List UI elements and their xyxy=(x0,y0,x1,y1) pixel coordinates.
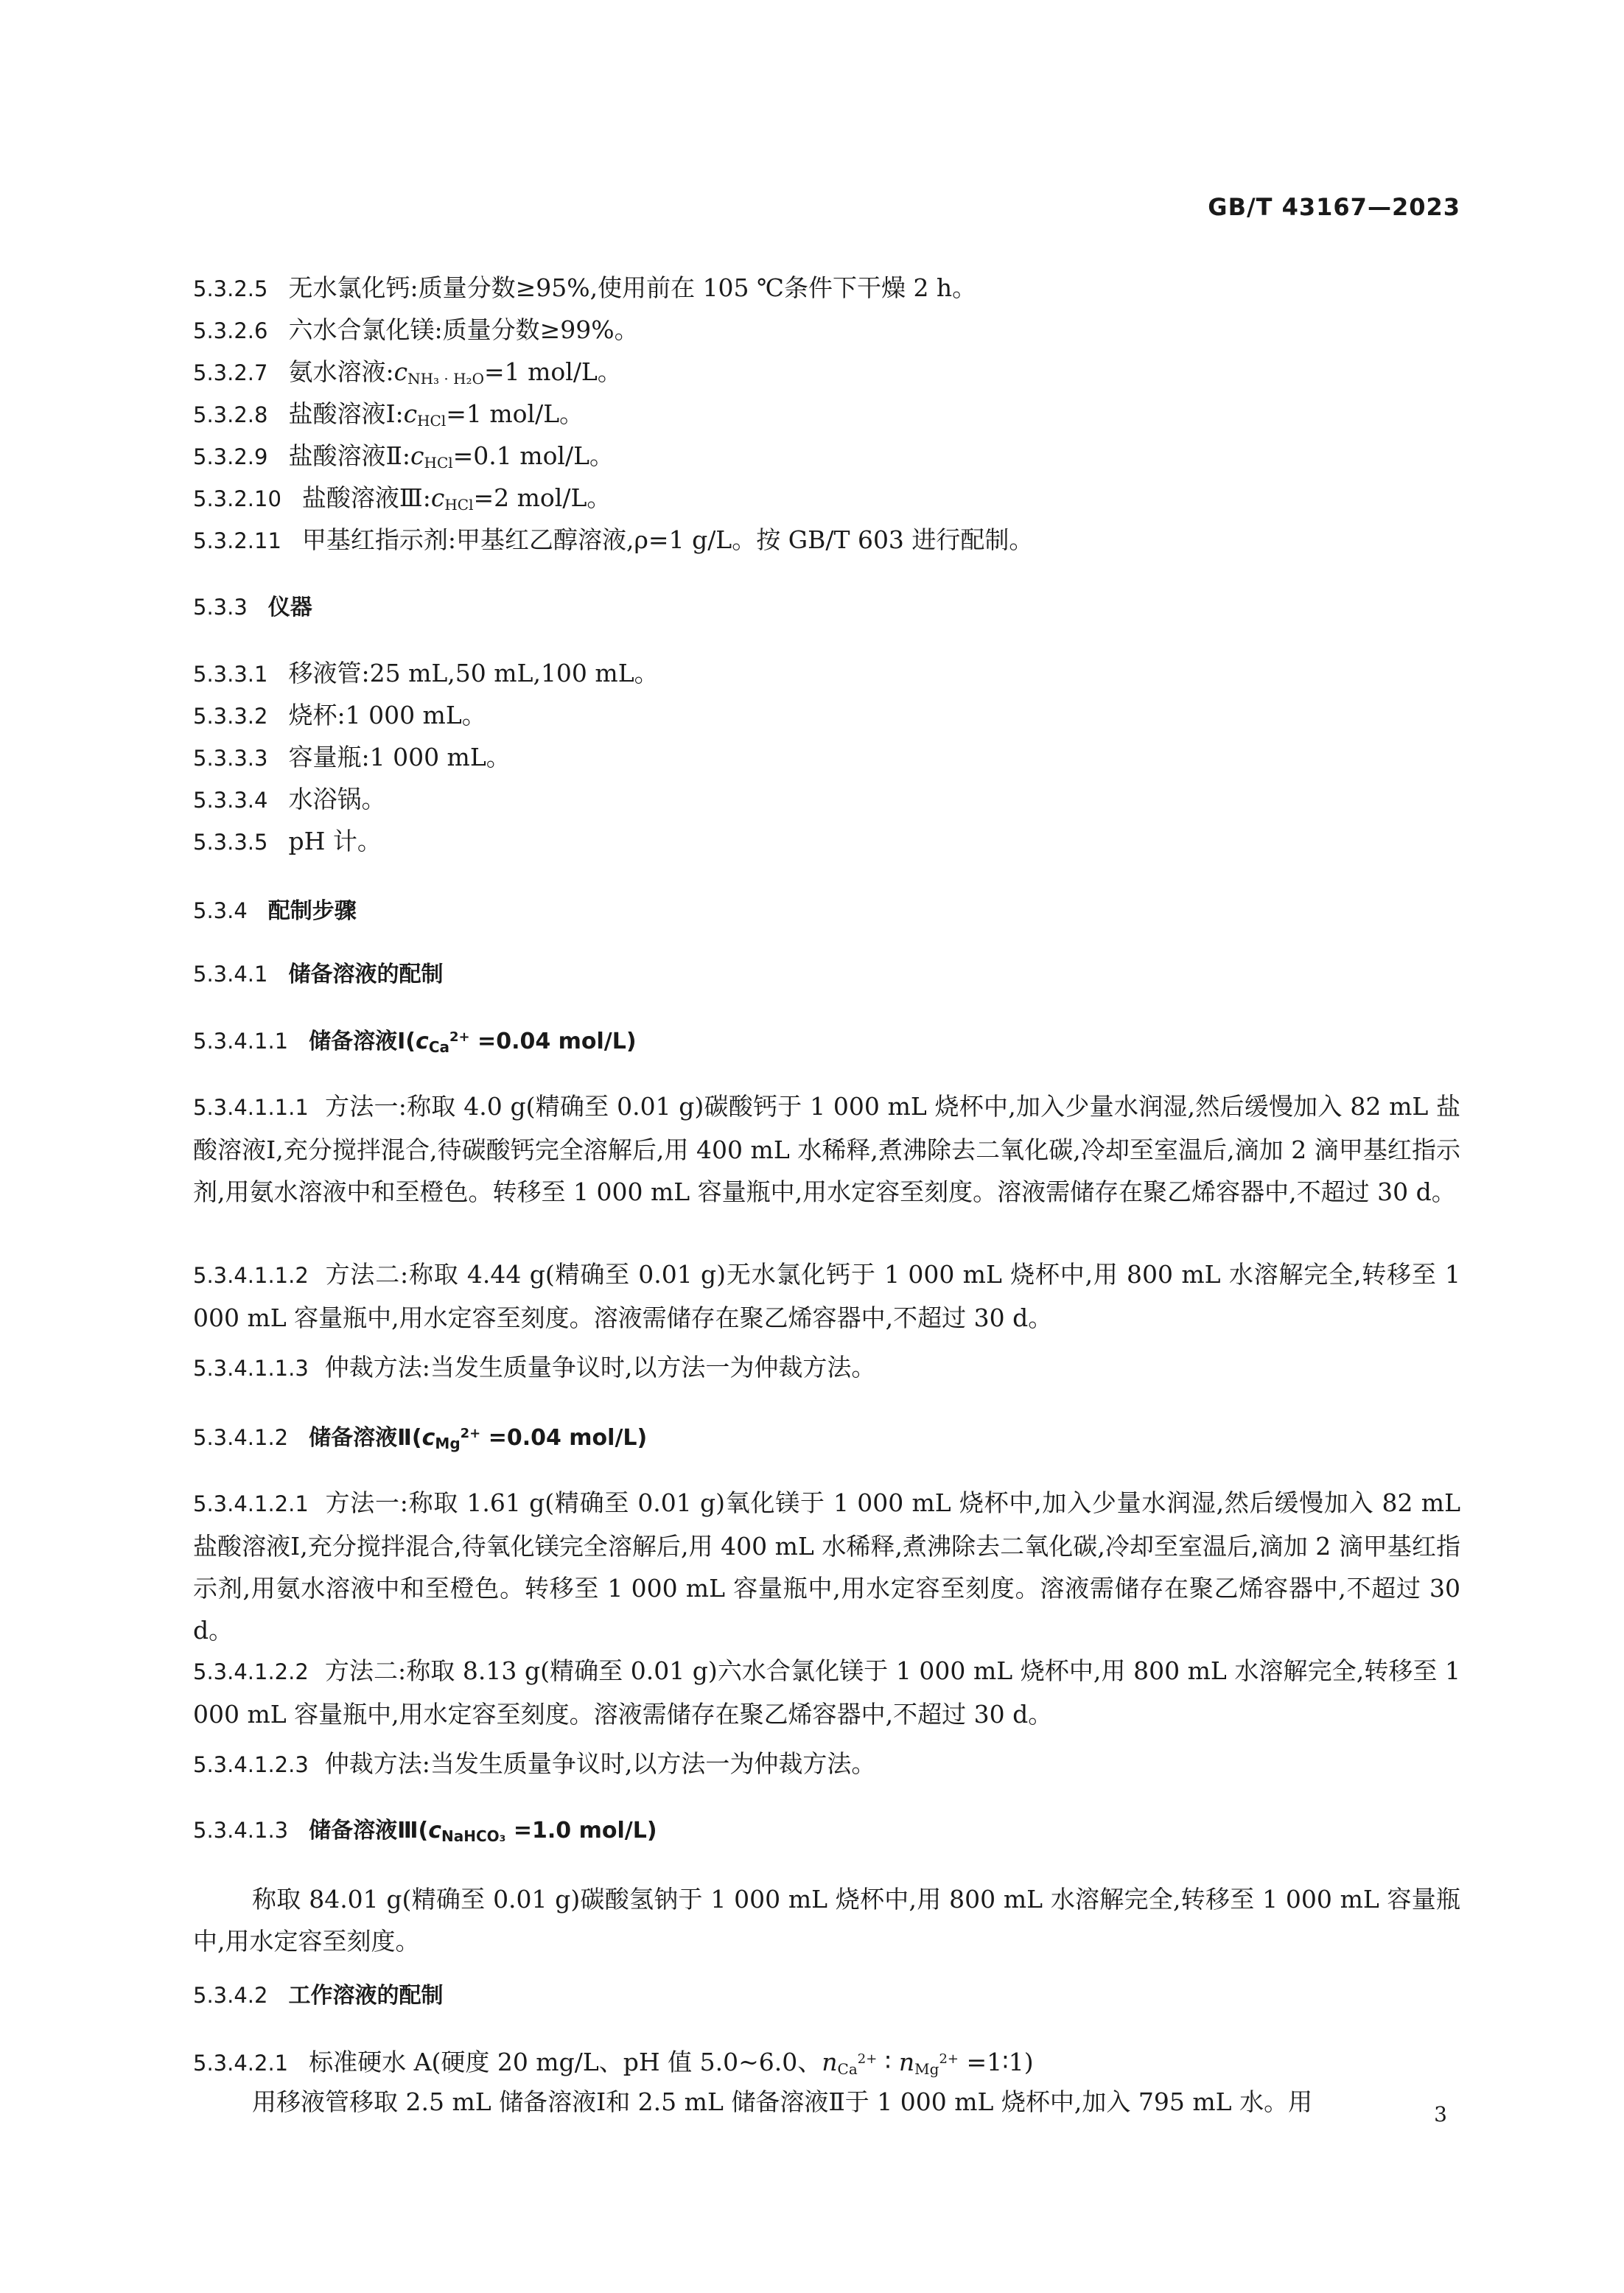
subscript: Ca xyxy=(428,1038,449,1056)
clause-number: 5.3.3.3 xyxy=(193,746,268,771)
subscript: HCl xyxy=(417,412,447,430)
clause-text: 方法一:称取 4.0 g(精确至 0.01 g)碳酸钙于 1 000 mL 烧杯中,加入少量水润湿,然后缓慢加入 82 mL 盐酸溶液Ⅰ,充分搅拌混合,待碳酸钙完全溶解后,用 400 mL 水稀释,煮沸除去二氧化碳,冷却至室温后,滴加 2 滴甲基红指示剂,用氨水溶液中和至橙色。转移至 1 000 mL 容量瓶中,用水定容至刻度。溶液需储存在聚乙烯容器中,不超过 30 d。 xyxy=(193,1092,1460,1206)
paragraph-5.3.4.2.1 xyxy=(252,2087,1312,2117)
reagent-5.3.2.9 xyxy=(193,441,614,477)
reagent-5.3.2.6 xyxy=(193,315,639,346)
paragraph-5.3.4.1.3 xyxy=(193,1878,1460,1962)
paragraph-text: 用移液管移取 2.5 mL 储备溶液Ⅰ和 2.5 mL 储备溶液Ⅱ于 1 000 mL 烧杯中,加入 795 mL 水。用 xyxy=(252,2087,1313,2116)
clause-value: =2 mol/L。 xyxy=(473,483,612,512)
clause-number: 5.3.2.10 xyxy=(193,486,281,511)
clause-text: 盐酸溶液Ⅱ: xyxy=(288,441,411,470)
heading-number: 5.3.4.1.2 xyxy=(193,1425,289,1450)
clause-text: 方法一:称取 1.61 g(精确至 0.01 g)氧化镁于 1 000 mL 烧杯中,加入少量水润湿,然后缓慢加入 82 mL 盐酸溶液Ⅰ,充分搅拌混合,待氧化镁完全溶解后,用 400 mL 水稀释,煮沸除去二氧化碳,冷却至室温后,滴加 2 滴甲基红指示剂,用氨水溶液中和至橙色。转移至 1 000 mL 容量瓶中,用水定容至刻度。溶液需储存在聚乙烯容器中,不超过 30 d。 xyxy=(193,1488,1460,1645)
subscript: Mg xyxy=(914,2060,939,2078)
instrument-5.3.3.3 xyxy=(193,743,511,773)
clause-text: 氨水溶液: xyxy=(288,357,394,386)
reagent-5.3.2.8 xyxy=(193,399,584,435)
concentration-symbol: c xyxy=(403,399,418,428)
heading-title: 储备溶液Ⅰ( xyxy=(309,1029,416,1054)
reagent-5.3.2.10 xyxy=(193,483,611,519)
heading-5.3.4.1.3 xyxy=(193,1816,657,1851)
heading-title: 储备溶液Ⅱ( xyxy=(309,1425,422,1451)
clause-number: 5.3.3.2 xyxy=(193,704,268,729)
heading-5.3.4.1 xyxy=(193,959,443,990)
subscript: NaHCO₃ xyxy=(441,1827,506,1845)
clause-text: 无水氯化钙:质量分数≥95%,使用前在 105 ℃条件下干燥 2 h。 xyxy=(288,273,977,302)
standard-number: GB/T 43167—2023 xyxy=(1208,193,1460,221)
concentration-symbol: c xyxy=(393,357,408,386)
clause-text: 标准硬水 A(硬度 20 mg/L、pH 值 5.0~6.0、 xyxy=(309,2048,822,2076)
clause-text: 六水合氯化镁:质量分数≥99%。 xyxy=(288,315,639,344)
heading-title: 仪器 xyxy=(267,595,312,620)
concentration-symbol: c xyxy=(421,1425,435,1451)
heading-number: 5.3.4 xyxy=(193,898,248,923)
reagent-5.3.2.5 xyxy=(193,273,976,304)
heading-number: 5.3.4.1.1 xyxy=(193,1029,289,1054)
heading-number: 5.3.4.1.3 xyxy=(193,1818,289,1843)
clause-number: 5.3.3.4 xyxy=(193,788,268,813)
clause-number: 5.3.2.8 xyxy=(193,402,268,427)
concentration-symbol: c xyxy=(428,1818,442,1844)
clause-5.3.4.1.2.3 xyxy=(193,1749,875,1779)
subscript: HCl xyxy=(444,496,474,514)
clause-value: =0.1 mol/L。 xyxy=(452,441,615,470)
subscript: NH₃ · H₂O xyxy=(407,370,484,388)
heading-number: 5.3.3 xyxy=(193,595,248,620)
heading-5.3.4.1.1 xyxy=(193,1023,637,1062)
clause-text: 方法二:称取 4.44 g(精确至 0.01 g)无水氯化钙于 1 000 mL 烧杯中,用 800 mL 水溶解完全,转移至 1 000 mL 容量瓶中,用水定容至刻度。溶液需储存在聚乙烯容器中,不超过 30 d。 xyxy=(193,1260,1460,1332)
clause-text: 烧杯:1 000 mL。 xyxy=(288,701,486,729)
clause-number: 5.3.2.5 xyxy=(193,276,268,301)
clause-5.3.4.1.2.2 xyxy=(193,1650,1460,1735)
subscript: Mg xyxy=(435,1435,461,1452)
concentration-symbol: c xyxy=(430,483,445,512)
concentration-symbol: c xyxy=(410,441,424,470)
clause-text: 盐酸溶液Ⅲ: xyxy=(301,483,431,512)
subscript: HCl xyxy=(424,454,453,472)
instrument-5.3.3.2 xyxy=(193,701,486,731)
page-number: 3 xyxy=(1434,2102,1447,2126)
heading-title: 配制步骤 xyxy=(267,898,357,924)
clause-number: 5.3.2.11 xyxy=(193,528,281,553)
clause-number: 5.3.3.5 xyxy=(193,830,268,855)
clause-text: 移液管:25 mL,50 mL,100 mL。 xyxy=(288,659,659,687)
superscript: 2+ xyxy=(939,2051,959,2067)
clause-number: 5.3.4.1.2.2 xyxy=(193,1659,309,1684)
instrument-5.3.3.1 xyxy=(193,659,659,689)
superscript: 2+ xyxy=(857,2051,878,2067)
clause-number: 5.3.4.2.1 xyxy=(193,2051,289,2076)
subscript: Ca xyxy=(837,2060,858,2078)
heading-number: 5.3.4.2 xyxy=(193,1983,268,2008)
heading-5.3.3 xyxy=(193,592,312,623)
clause-text: 容量瓶:1 000 mL。 xyxy=(288,743,511,771)
clause-value: =1 mol/L。 xyxy=(446,399,584,428)
clause-text: 仲裁方法:当发生质量争议时,以方法一为仲裁方法。 xyxy=(324,1353,876,1382)
instrument-5.3.3.5 xyxy=(193,827,382,857)
amount-symbol: n xyxy=(898,2048,915,2076)
clause-5.3.4.1.1.1 xyxy=(193,1085,1460,1213)
superscript: 2+ xyxy=(449,1029,470,1045)
clause-number: 5.3.2.7 xyxy=(193,360,268,385)
clause-number: 5.3.4.1.1.2 xyxy=(193,1263,309,1288)
clause-text: 甲基红指示剂:甲基红乙醇溶液,ρ=1 g/L。按 GB/T 603 进行配制。 xyxy=(301,525,1034,554)
ratio-separator: ∶ xyxy=(877,2048,899,2076)
clause-number: 5.3.2.9 xyxy=(193,444,268,469)
reagent-5.3.2.11 xyxy=(193,525,1033,556)
clause-text: 盐酸溶液Ⅰ: xyxy=(288,399,404,428)
clause-text: pH 计。 xyxy=(288,827,382,855)
amount-symbol: n xyxy=(822,2048,838,2076)
clause-5.3.4.1.1.2 xyxy=(193,1253,1460,1339)
clause-number: 5.3.4.1.1.1 xyxy=(193,1095,309,1120)
clause-text: 方法二:称取 8.13 g(精确至 0.01 g)六水合氯化镁于 1 000 mL 烧杯中,用 800 mL 水溶解完全,转移至 1 000 mL 容量瓶中,用水定容至刻度。溶液需储存在聚乙烯容器中,不超过 30 d。 xyxy=(193,1656,1460,1729)
clause-5.3.4.1.2.1 xyxy=(193,1482,1460,1651)
clause-number: 5.3.4.1.2.3 xyxy=(193,1752,309,1777)
clause-text: 水浴锅。 xyxy=(288,785,386,813)
clause-number: 5.3.4.1.1.3 xyxy=(193,1356,309,1381)
paragraph-text: 称取 84.01 g(精确至 0.01 g)碳酸氢钠于 1 000 mL 烧杯中,用 800 mL 水溶解完全,转移至 1 000 mL 容量瓶中,用水定容至刻度。 xyxy=(193,1885,1460,1956)
heading-title: 工作溶液的配制 xyxy=(288,1983,444,2009)
instrument-5.3.3.4 xyxy=(193,785,385,815)
clause-text: 仲裁方法:当发生质量争议时,以方法一为仲裁方法。 xyxy=(324,1749,876,1778)
concentration-symbol: c xyxy=(416,1029,429,1054)
heading-number: 5.3.4.1 xyxy=(193,962,268,987)
heading-title: 储备溶液Ⅲ( xyxy=(309,1818,429,1844)
clause-number: 5.3.3.1 xyxy=(193,662,268,687)
heading-5.3.4.2 xyxy=(193,1981,443,2011)
clause-value: =1 mol/L。 xyxy=(483,357,622,386)
heading-value: =1.0 mol/L) xyxy=(505,1818,657,1844)
reagent-5.3.2.7 xyxy=(193,357,622,393)
superscript: 2+ xyxy=(460,1426,481,1441)
heading-value: =0.04 mol/L) xyxy=(469,1029,637,1054)
heading-title: 储备溶液的配制 xyxy=(288,962,444,987)
clause-number: 5.3.2.6 xyxy=(193,318,268,343)
clause-5.3.4.1.1.3 xyxy=(193,1353,875,1383)
item-5.3.4.2.1 xyxy=(193,2045,1034,2084)
clause-number: 5.3.4.1.2.1 xyxy=(193,1491,309,1516)
heading-5.3.4 xyxy=(193,896,357,926)
heading-5.3.4.1.2 xyxy=(193,1419,647,1458)
heading-value: =0.04 mol/L) xyxy=(480,1425,648,1451)
clause-value: =1∶1) xyxy=(958,2048,1034,2076)
